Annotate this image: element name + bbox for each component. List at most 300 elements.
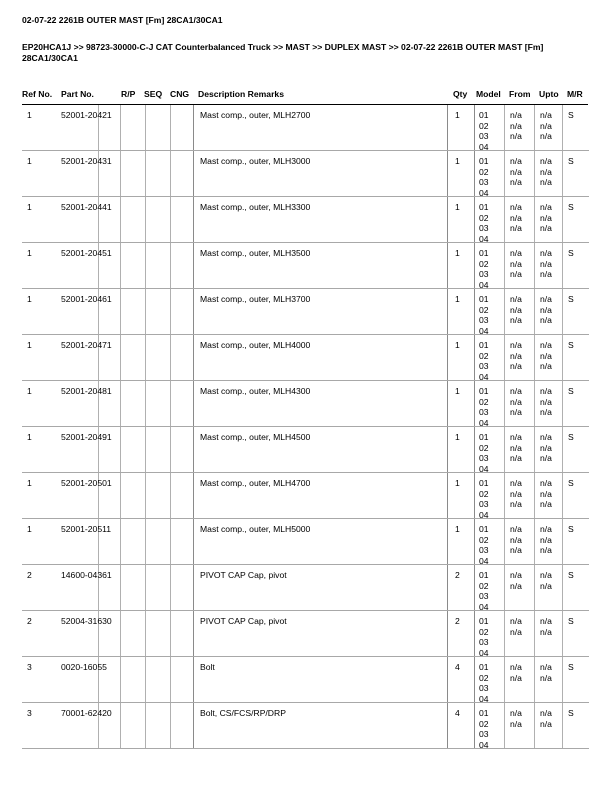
model-cell-line: 01 <box>479 202 489 212</box>
upto-cell-line: n/a <box>540 570 552 580</box>
from-cell-line: n/a <box>510 166 522 177</box>
qty-cell: 1 <box>455 156 460 166</box>
column-divider <box>145 151 146 197</box>
from-cell-line: n/a <box>510 499 522 509</box>
model-cell-line: 04 <box>479 601 489 612</box>
upto-cell-line: n/a <box>540 212 552 223</box>
column-divider <box>447 105 448 151</box>
model-cell-line: 01 <box>479 662 489 672</box>
from-cell-line: n/a <box>510 524 522 534</box>
description-cell: Mast comp., outer, MLH3700 <box>200 294 311 304</box>
from-cell-line: n/a <box>510 223 522 233</box>
ref-no-cell: 1 <box>27 478 32 488</box>
column-divider <box>145 611 146 657</box>
col-header-from: From <box>509 89 531 99</box>
model-cell-line: 02 <box>479 672 489 683</box>
table-row <box>22 289 589 335</box>
model-cell-line: 02 <box>479 534 489 545</box>
ref-no-cell: 1 <box>27 524 32 534</box>
mr-cell: S <box>568 202 574 212</box>
model-cell <box>479 386 489 428</box>
part-no-cell: 14600-04361 <box>61 570 112 580</box>
model-cell-line: 01 <box>479 110 489 120</box>
upto-cell-line: n/a <box>540 304 552 315</box>
column-divider <box>170 243 171 289</box>
model-cell-line: 03 <box>479 637 489 647</box>
from-cell-line: n/a <box>510 545 522 555</box>
ref-no-cell: 1 <box>27 248 32 258</box>
from-cell <box>510 616 522 637</box>
column-divider <box>193 519 194 565</box>
from-cell-line: n/a <box>510 212 522 223</box>
from-cell-line: n/a <box>510 340 522 350</box>
column-divider <box>193 611 194 657</box>
model-cell-line: 02 <box>479 120 489 131</box>
column-divider <box>534 243 535 289</box>
from-cell <box>510 110 522 142</box>
upto-cell <box>540 202 552 234</box>
model-cell-line: 03 <box>479 315 489 325</box>
qty-cell: 1 <box>455 524 460 534</box>
upto-cell-line: n/a <box>540 340 552 350</box>
upto-cell-line: n/a <box>540 718 552 729</box>
column-divider <box>193 243 194 289</box>
part-no-cell: 52004-31630 <box>61 616 112 626</box>
column-divider <box>170 611 171 657</box>
column-divider <box>534 105 535 151</box>
upto-cell <box>540 570 552 591</box>
model-cell <box>479 524 489 566</box>
model-cell-line: 03 <box>479 361 489 371</box>
model-cell-line: 03 <box>479 177 489 187</box>
from-cell <box>510 708 522 729</box>
column-divider <box>534 473 535 519</box>
model-cell-line: 01 <box>479 478 489 488</box>
upto-cell <box>540 340 552 372</box>
column-divider <box>504 381 505 427</box>
column-divider <box>120 381 121 427</box>
model-cell-line: 03 <box>479 683 489 693</box>
model-cell <box>479 248 489 290</box>
model-cell <box>479 432 489 474</box>
from-cell-line: n/a <box>510 432 522 442</box>
from-cell <box>510 478 522 510</box>
column-divider <box>170 473 171 519</box>
qty-cell: 1 <box>455 432 460 442</box>
column-divider <box>145 381 146 427</box>
column-divider <box>504 427 505 473</box>
upto-cell-line: n/a <box>540 269 552 279</box>
description-cell: Mast comp., outer, MLH5000 <box>200 524 311 534</box>
column-divider <box>534 197 535 243</box>
column-divider <box>120 519 121 565</box>
from-cell-line: n/a <box>510 131 522 141</box>
ref-no-cell: 1 <box>27 432 32 442</box>
upto-cell-line: n/a <box>540 202 552 212</box>
model-cell-line: 03 <box>479 545 489 555</box>
column-divider <box>145 703 146 749</box>
column-divider <box>562 519 563 565</box>
from-cell <box>510 248 522 280</box>
model-cell <box>479 202 489 244</box>
mr-cell: S <box>568 294 574 304</box>
from-cell-line: n/a <box>510 662 522 672</box>
column-divider <box>504 519 505 565</box>
from-cell-line: n/a <box>510 672 522 683</box>
from-cell-line: n/a <box>510 202 522 212</box>
column-divider <box>120 703 121 749</box>
upto-cell-line: n/a <box>540 407 552 417</box>
column-divider <box>447 657 448 703</box>
mr-cell: S <box>568 248 574 258</box>
column-divider <box>562 657 563 703</box>
description-cell: Mast comp., outer, MLH4500 <box>200 432 311 442</box>
column-divider <box>474 381 475 427</box>
from-cell-line: n/a <box>510 248 522 258</box>
model-cell <box>479 570 489 612</box>
column-divider <box>447 243 448 289</box>
column-divider <box>562 243 563 289</box>
column-divider <box>534 289 535 335</box>
upto-cell-line: n/a <box>540 626 552 637</box>
upto-cell-line: n/a <box>540 545 552 555</box>
col-header-model: Model <box>476 89 501 99</box>
column-divider <box>474 565 475 611</box>
from-cell-line: n/a <box>510 177 522 187</box>
column-divider <box>447 335 448 381</box>
from-cell-line: n/a <box>510 315 522 325</box>
model-cell-line: 03 <box>479 223 489 233</box>
from-cell-line: n/a <box>510 386 522 396</box>
column-divider <box>474 105 475 151</box>
column-divider <box>120 105 121 151</box>
description-cell: Mast comp., outer, MLH4700 <box>200 478 311 488</box>
from-cell <box>510 294 522 326</box>
column-divider <box>170 335 171 381</box>
upto-cell-line: n/a <box>540 432 552 442</box>
model-cell-line: 01 <box>479 570 489 580</box>
table-row <box>22 427 589 473</box>
column-divider <box>145 427 146 473</box>
column-divider <box>474 289 475 335</box>
part-no-cell: 52001-20481 <box>61 386 112 396</box>
upto-cell-line: n/a <box>540 442 552 453</box>
from-cell-line: n/a <box>510 442 522 453</box>
table-row <box>22 519 589 565</box>
upto-cell-line: n/a <box>540 258 552 269</box>
column-divider <box>170 519 171 565</box>
model-cell-line: 03 <box>479 269 489 279</box>
from-cell <box>510 156 522 188</box>
from-cell-line: n/a <box>510 453 522 463</box>
column-divider <box>120 151 121 197</box>
model-cell-line: 02 <box>479 626 489 637</box>
description-cell: Mast comp., outer, MLH3500 <box>200 248 311 258</box>
model-cell <box>479 478 489 520</box>
table-row <box>22 565 589 611</box>
column-divider <box>534 611 535 657</box>
column-divider <box>534 565 535 611</box>
upto-cell <box>540 248 552 280</box>
model-cell-line: 04 <box>479 739 489 750</box>
model-cell-line: 01 <box>479 248 489 258</box>
model-cell-line: 01 <box>479 708 489 718</box>
upto-cell-line: n/a <box>540 580 552 591</box>
mr-cell: S <box>568 432 574 442</box>
column-divider <box>447 519 448 565</box>
upto-cell-line: n/a <box>540 453 552 463</box>
upto-cell <box>540 110 552 142</box>
upto-cell <box>540 156 552 188</box>
mr-cell: S <box>568 340 574 350</box>
column-divider <box>120 565 121 611</box>
column-divider <box>474 427 475 473</box>
from-cell-line: n/a <box>510 407 522 417</box>
column-divider <box>170 289 171 335</box>
column-divider <box>170 151 171 197</box>
from-cell <box>510 202 522 234</box>
column-divider <box>534 151 535 197</box>
column-divider <box>562 611 563 657</box>
from-cell <box>510 662 522 683</box>
from-cell <box>510 340 522 372</box>
from-cell-line: n/a <box>510 478 522 488</box>
upto-cell-line: n/a <box>540 120 552 131</box>
column-divider <box>562 151 563 197</box>
from-cell <box>510 432 522 464</box>
model-cell <box>479 110 489 152</box>
column-divider <box>145 335 146 381</box>
column-divider <box>170 427 171 473</box>
qty-cell: 1 <box>455 202 460 212</box>
column-divider <box>534 657 535 703</box>
mr-cell: S <box>568 570 574 580</box>
model-cell-line: 01 <box>479 294 489 304</box>
model-cell-line: 02 <box>479 396 489 407</box>
column-divider <box>474 519 475 565</box>
mr-cell: S <box>568 386 574 396</box>
from-cell-line: n/a <box>510 258 522 269</box>
from-cell <box>510 524 522 556</box>
upto-cell <box>540 708 552 729</box>
upto-cell <box>540 616 552 637</box>
column-divider <box>170 703 171 749</box>
table-row <box>22 243 589 289</box>
upto-cell-line: n/a <box>540 110 552 120</box>
model-cell-line: 03 <box>479 407 489 417</box>
column-divider <box>120 335 121 381</box>
model-cell-line: 02 <box>479 304 489 315</box>
upto-cell-line: n/a <box>540 248 552 258</box>
model-cell-line: 04 <box>479 371 489 382</box>
column-divider <box>474 151 475 197</box>
table-row <box>22 381 589 427</box>
qty-cell: 4 <box>455 662 460 672</box>
column-divider <box>447 151 448 197</box>
qty-cell: 1 <box>455 248 460 258</box>
column-divider <box>474 703 475 749</box>
from-cell-line: n/a <box>510 570 522 580</box>
upto-cell-line: n/a <box>540 478 552 488</box>
model-cell-line: 03 <box>479 591 489 601</box>
description-cell: Bolt <box>200 662 215 672</box>
qty-cell: 2 <box>455 616 460 626</box>
column-divider <box>447 565 448 611</box>
model-cell-line: 01 <box>479 432 489 442</box>
page-title: 02-07-22 2261B OUTER MAST [Fm] 28CA1/30CA1 <box>22 15 223 25</box>
upto-cell-line: n/a <box>540 131 552 141</box>
column-divider <box>193 565 194 611</box>
column-divider <box>193 381 194 427</box>
upto-cell-line: n/a <box>540 616 552 626</box>
column-divider <box>474 335 475 381</box>
column-divider <box>193 657 194 703</box>
breadcrumb: EP20HCA1J >> 98723-30000-C-J CAT Counterbalanced Truck >> MAST >> DUPLEX MAST >> 02-07-22 2261B OUTER MAST [Fm] 28CA1/30CA1 <box>22 42 544 63</box>
col-header-qty: Qty <box>453 89 468 99</box>
model-cell-line: 04 <box>479 509 489 520</box>
mr-cell: S <box>568 662 574 672</box>
model-cell-line: 04 <box>479 555 489 566</box>
description-cell: PIVOT CAP Cap, pivot <box>200 616 287 626</box>
column-divider <box>562 105 563 151</box>
from-cell-line: n/a <box>510 708 522 718</box>
from-cell-line: n/a <box>510 534 522 545</box>
column-divider <box>120 427 121 473</box>
mr-cell: S <box>568 616 574 626</box>
column-divider <box>447 611 448 657</box>
column-divider <box>562 381 563 427</box>
column-divider <box>120 611 121 657</box>
column-divider <box>193 197 194 243</box>
description-cell: Mast comp., outer, MLH4300 <box>200 386 311 396</box>
column-divider <box>170 197 171 243</box>
from-cell-line: n/a <box>510 294 522 304</box>
part-no-cell: 52001-20471 <box>61 340 112 350</box>
model-cell-line: 02 <box>479 488 489 499</box>
model-cell-line: 01 <box>479 386 489 396</box>
column-divider <box>504 657 505 703</box>
upto-cell-line: n/a <box>540 708 552 718</box>
upto-cell <box>540 294 552 326</box>
part-no-cell: 52001-20461 <box>61 294 112 304</box>
col-header-part: Part No. <box>61 89 94 99</box>
column-divider <box>447 197 448 243</box>
model-cell-line: 02 <box>479 258 489 269</box>
column-divider <box>170 565 171 611</box>
table-row <box>22 703 589 749</box>
ref-no-cell: 1 <box>27 386 32 396</box>
upto-cell-line: n/a <box>540 177 552 187</box>
col-header-mr: M/R <box>567 89 583 99</box>
upto-cell-line: n/a <box>540 156 552 166</box>
part-no-cell: 0020-16055 <box>61 662 107 672</box>
column-divider <box>193 703 194 749</box>
model-cell-line: 02 <box>479 166 489 177</box>
col-header-cng: CNG <box>170 89 190 99</box>
column-divider <box>447 381 448 427</box>
model-cell-line: 01 <box>479 524 489 534</box>
upto-cell-line: n/a <box>540 361 552 371</box>
column-divider <box>504 105 505 151</box>
model-cell-line: 04 <box>479 233 489 244</box>
model-cell-line: 02 <box>479 350 489 361</box>
upto-cell-line: n/a <box>540 350 552 361</box>
qty-cell: 4 <box>455 708 460 718</box>
mr-cell: S <box>568 478 574 488</box>
upto-cell-line: n/a <box>540 534 552 545</box>
column-divider <box>504 243 505 289</box>
column-divider <box>504 703 505 749</box>
column-divider <box>145 473 146 519</box>
from-cell-line: n/a <box>510 396 522 407</box>
table-row <box>22 335 589 381</box>
model-cell-line: 04 <box>479 647 489 658</box>
from-cell-line: n/a <box>510 110 522 120</box>
table-row <box>22 197 589 243</box>
column-divider <box>145 519 146 565</box>
qty-cell: 1 <box>455 340 460 350</box>
column-divider <box>170 657 171 703</box>
table-row <box>22 611 589 657</box>
column-divider <box>562 565 563 611</box>
column-divider <box>193 427 194 473</box>
from-cell-line: n/a <box>510 626 522 637</box>
qty-cell: 1 <box>455 386 460 396</box>
column-divider <box>145 105 146 151</box>
part-no-cell: 52001-20451 <box>61 248 112 258</box>
model-cell-line: 01 <box>479 616 489 626</box>
col-header-upto: Upto <box>539 89 559 99</box>
column-divider <box>534 703 535 749</box>
column-divider <box>120 289 121 335</box>
description-cell: PIVOT CAP Cap, pivot <box>200 570 287 580</box>
part-no-cell: 52001-20421 <box>61 110 112 120</box>
column-divider <box>504 473 505 519</box>
column-divider <box>447 473 448 519</box>
model-cell-line: 02 <box>479 718 489 729</box>
column-divider <box>447 427 448 473</box>
from-cell-line: n/a <box>510 616 522 626</box>
upto-cell-line: n/a <box>540 672 552 683</box>
column-divider <box>562 473 563 519</box>
row-divider <box>22 748 589 749</box>
column-divider <box>120 197 121 243</box>
mr-cell: S <box>568 156 574 166</box>
from-cell-line: n/a <box>510 269 522 279</box>
column-divider <box>193 151 194 197</box>
description-cell: Mast comp., outer, MLH2700 <box>200 110 311 120</box>
column-divider <box>504 611 505 657</box>
column-divider <box>562 703 563 749</box>
description-cell: Mast comp., outer, MLH3000 <box>200 156 311 166</box>
column-divider <box>474 243 475 289</box>
mr-cell: S <box>568 708 574 718</box>
column-divider <box>504 197 505 243</box>
column-divider <box>193 335 194 381</box>
mr-cell: S <box>568 110 574 120</box>
upto-cell-line: n/a <box>540 396 552 407</box>
model-cell <box>479 662 489 704</box>
model-cell-line: 04 <box>479 417 489 428</box>
model-cell-line: 03 <box>479 131 489 141</box>
column-divider <box>474 657 475 703</box>
from-cell-line: n/a <box>510 304 522 315</box>
ref-no-cell: 2 <box>27 616 32 626</box>
table-row <box>22 657 589 703</box>
upto-cell <box>540 524 552 556</box>
ref-no-cell: 1 <box>27 156 32 166</box>
from-cell-line: n/a <box>510 120 522 131</box>
